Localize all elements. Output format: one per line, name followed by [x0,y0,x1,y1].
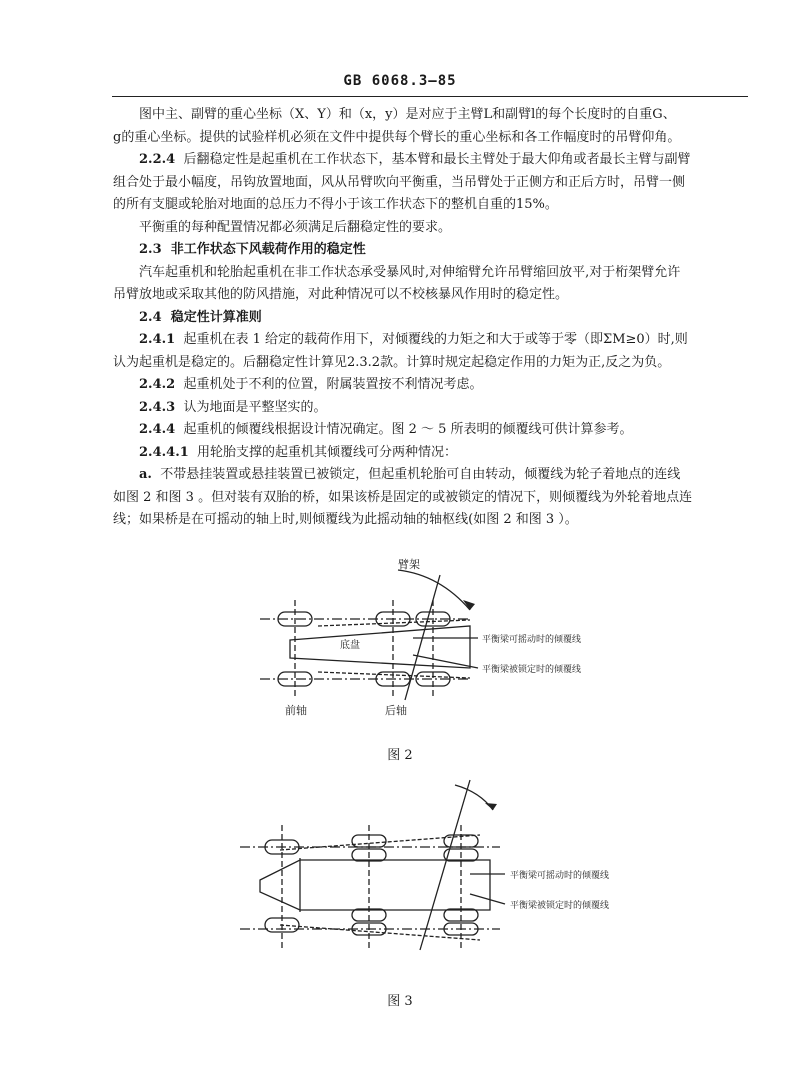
figure-3-caption: 图 3 [387,994,413,1009]
paragraph: 平衡重的每种配置情况都必须满足后翻稳定性的要求。 [139,219,452,235]
label-tipping-line-1: 平衡梁可摇动时的倾覆线 [482,635,582,645]
tipping-line-2 [470,894,505,904]
body-text [113,104,749,532]
section-number: 2.4.2 [139,377,176,392]
paragraph: 的所有支腿或轮胎对地面的总压力不得小于该工作状态下的整机自重的15%。 [113,197,558,212]
label-boom: 臂架 [398,558,420,571]
paragraph: 2.4.4 起重机的倾覆线根据设计情况确定。图 2 ～ 5 所表明的倾覆线可供计算参考。 [139,422,633,437]
label-front-axle: 前轴 [285,704,307,717]
header-rule [112,96,748,97]
arc-arrow [485,803,497,810]
hatch-lower [280,925,480,940]
paragraph: 吊臂放地或采取其他的防风措施，对此种情况可以不校核暴风作用时的稳定性。 [113,287,569,302]
label-rear-axle: 后轴 [385,704,407,717]
paragraph: 图中主、副臂的重心坐标（X、Y）和（x，y）是对应于主臂L和副臂l的每个长度时的自重G、 [139,107,676,122]
section-heading: 2.3 非工作状态下风载荷作用的稳定性 [139,242,366,257]
paragraph: 2.2.4 后翻稳定性是起重机在工作状态下，基本臂和最长主臂处于最大仰角或者最长主臂与副臂 [139,152,691,167]
paragraph: 如图 2 和图 3 。但对装有双胎的桥，如果该桥是固定的或被锁定的情况下，则倾覆线为外轮着地点连 [113,489,693,505]
figure-2-caption: 图 2 [387,748,413,763]
section-heading: 2.4 稳定性计算准则 [139,309,262,325]
paragraph: 线；如果桥是在可摇动的轴上时,则倾覆线为此摇动轴的轴枢线(如图 2 和图 3 ）。 [113,512,578,527]
boom-line [420,780,470,950]
paragraph: g的重心坐标。提供的试验样机必须在文件中提供每个臂长的重心坐标和各工作幅度时的吊臂仰角。 [113,129,681,145]
list-marker: a. [139,467,152,482]
paragraph: 认为起重机是稳定的。后翻稳定性计算见2.3.2款。计算时规定起稳定作用的力矩为正,反之为负。 [113,354,671,370]
section-number: 2.4.1 [139,332,176,347]
section-number: 2.4.4 [139,422,176,437]
section-number: 2.2.4 [139,152,176,167]
paragraph: 组合处于最小幅度，吊钩放置地面，风从吊臂吹向平衡重，当吊臂处于正侧方和正后方时，吊臂一侧 [113,174,686,190]
figure-3-diagram [0,770,800,970]
standard-code-header: GB 6068.3—85 [343,73,457,89]
figure-2-diagram [0,530,800,750]
section-number: 2.4.4.1 [139,444,189,460]
chassis-body [260,860,490,910]
paragraph: 汽车起重机和轮胎起重机在非工作状态承受暴风时,对伸缩臂允许吊臂缩回放平,对于桁架臂允许 [139,264,681,280]
label-chassis: 底盘 [340,640,360,651]
paragraph: a. 不带悬挂装置或悬挂装置已被锁定，但起重机轮胎可自由转动，倾覆线为轮子着地点的连线 [139,467,681,482]
paragraph: 2.4.3 认为地面是平整坚实的。 [139,399,327,415]
label-tipping-line-1: 平衡梁可摇动时的倾覆线 [510,871,610,881]
paragraph: 2.4.1 起重机在表 1 给定的载荷作用下，对倾覆线的力矩之和大于或等于零（即ΣM≥0）时,则 [139,332,688,347]
label-tipping-line-2: 平衡梁被锁定时的倾覆线 [482,665,582,675]
paragraph: 2.4.4.1 用轮胎支撑的起重机其倾覆线可分两种情况： [139,444,458,460]
label-tipping-line-2: 平衡梁被锁定时的倾覆线 [510,901,610,911]
boom-swing-arc [398,570,470,610]
paragraph: 2.4.2 起重机处于不利的位置，附属装置按不利情况考虑。 [139,377,483,392]
section-number: 2.4.3 [139,399,176,415]
boom-swing-arc [455,785,493,810]
chassis-body [290,626,470,668]
